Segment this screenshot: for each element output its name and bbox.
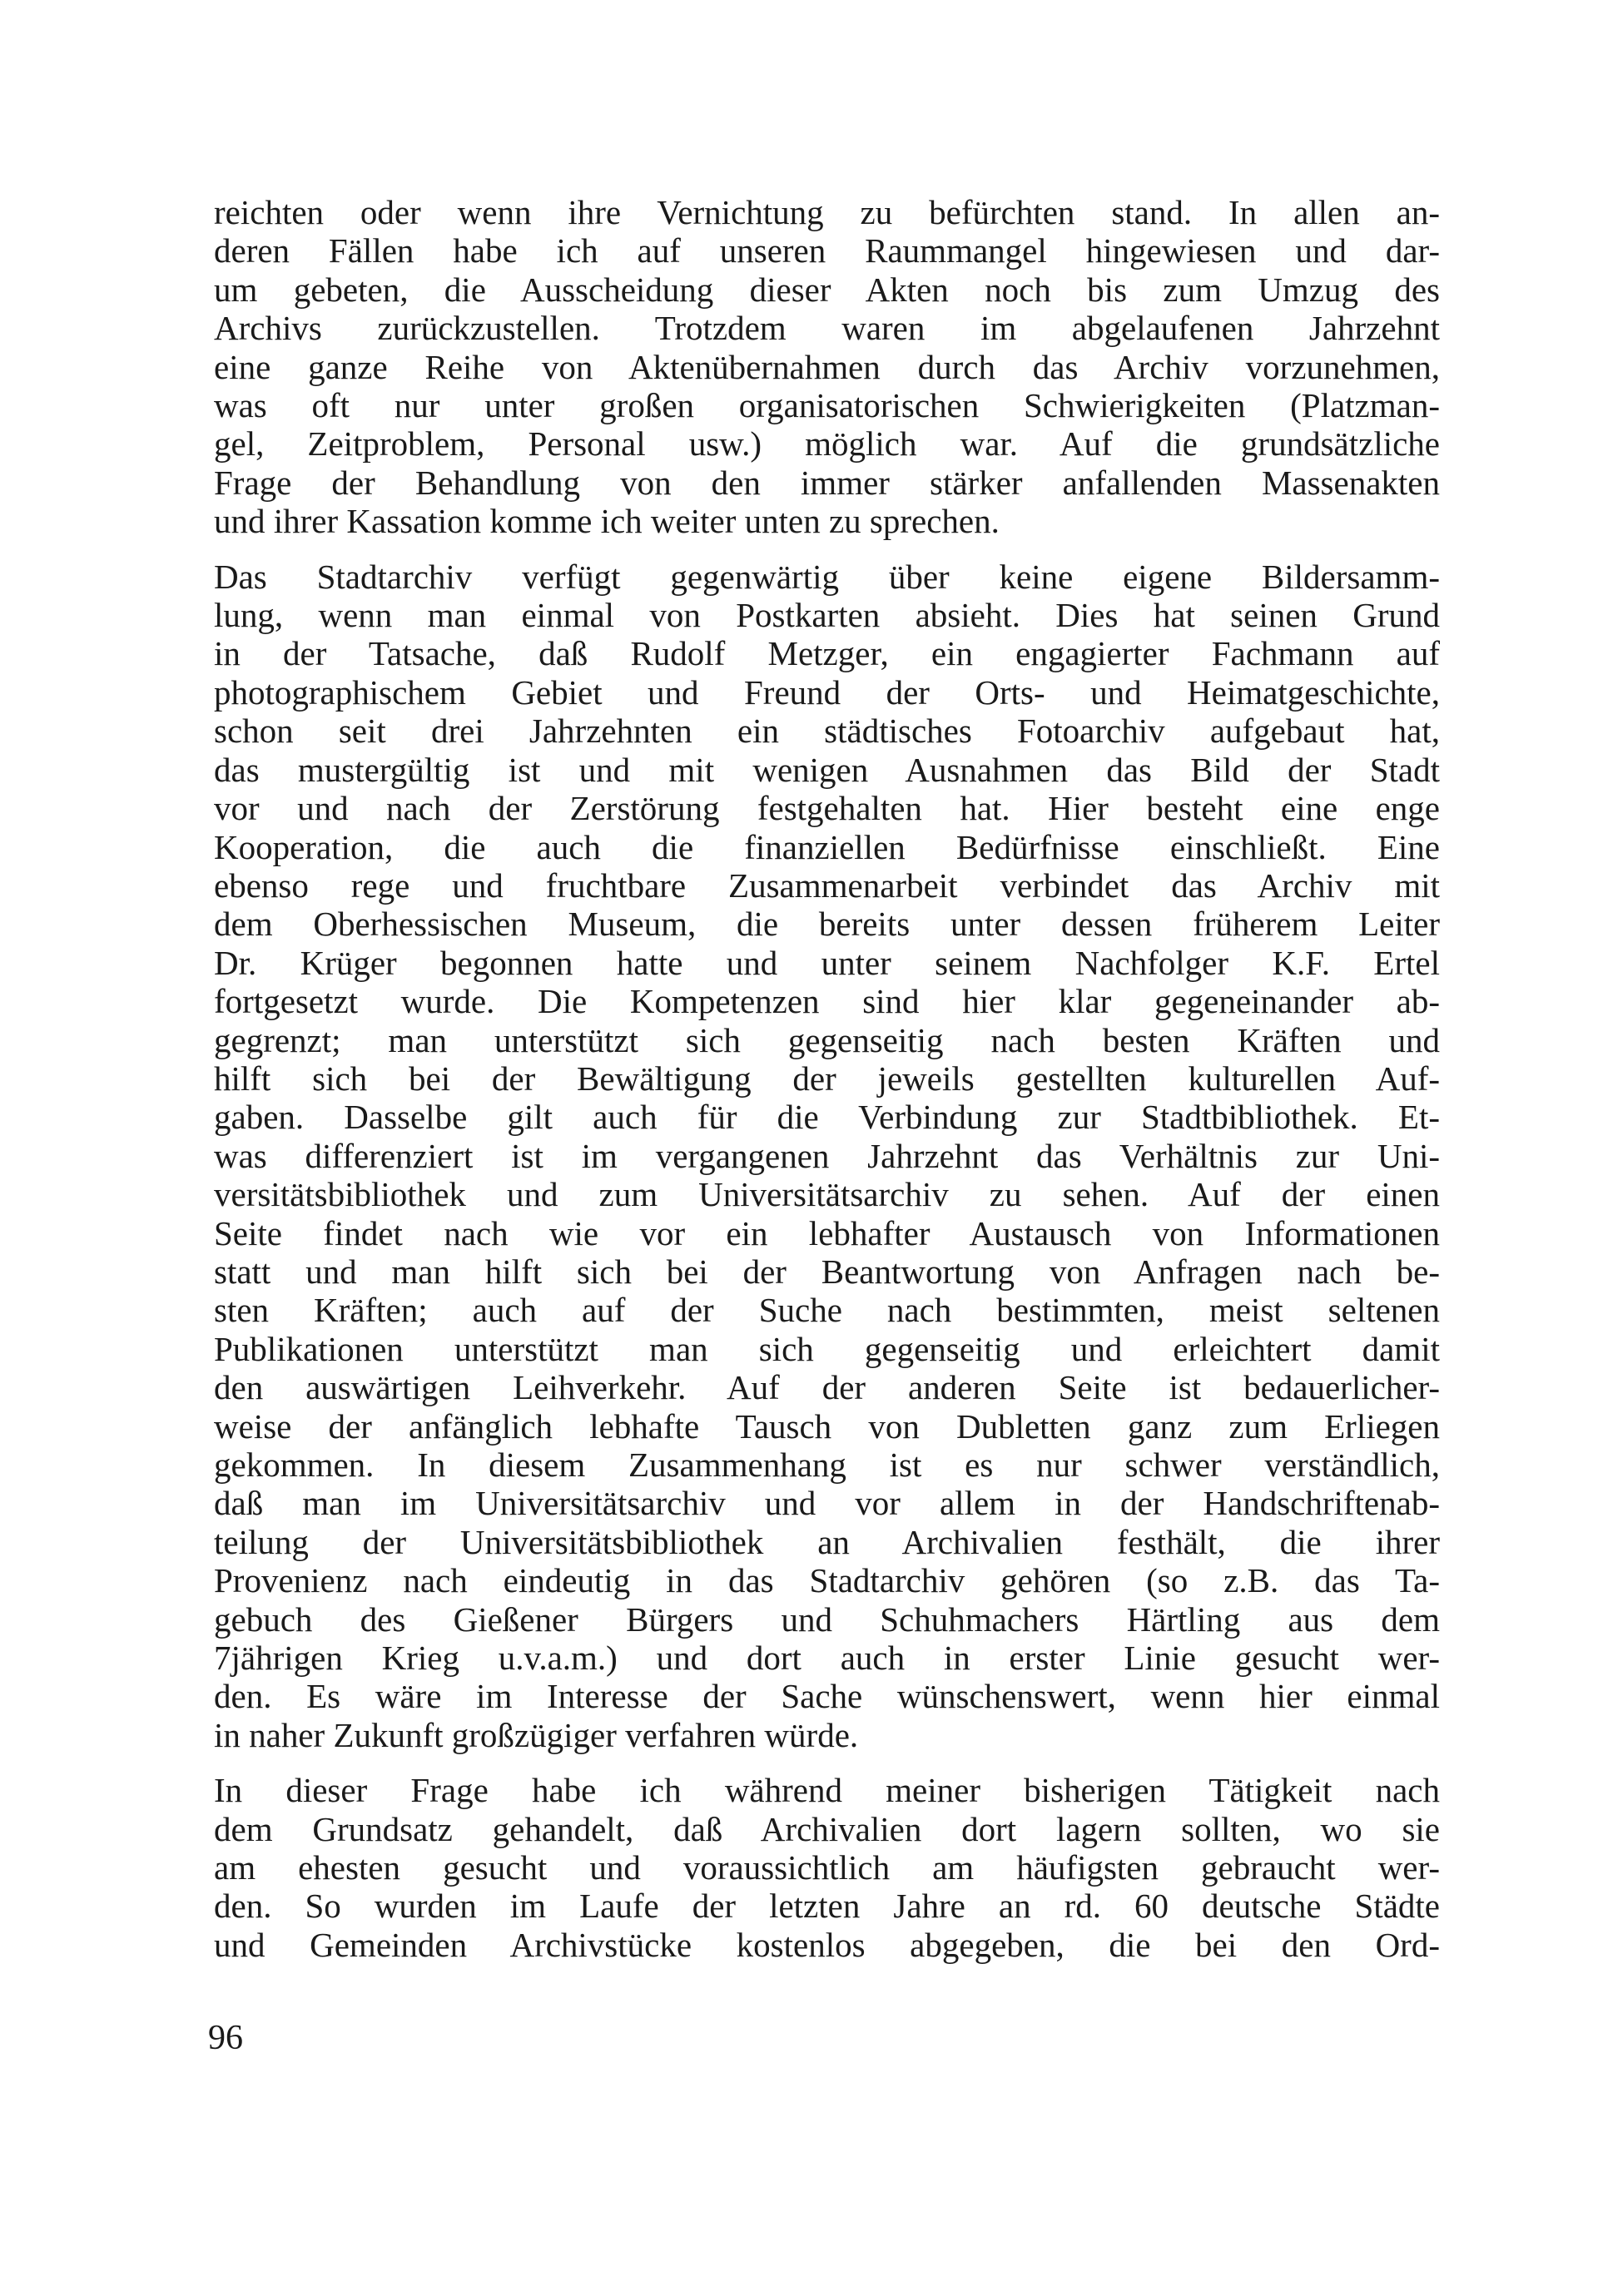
text-line: was oft nur unter großen organisatorischen Schwierigkeiten (Platzman- <box>214 386 1440 425</box>
text-line: und Gemeinden Archivstücke kostenlos abgegeben, die bei den Ord- <box>214 1925 1440 1964</box>
text-line: gebuch des Gießener Bürgers und Schuhmachers Härtling aus dem <box>214 1599 1440 1639</box>
text-line: Frage der Behandlung von den immer stärker anfallenden Massenakten <box>214 463 1440 502</box>
text-line: versitätsbibliothek und zum Universitätsarchiv zu sehen. Auf der einen <box>214 1175 1440 1214</box>
text-line: lung, wenn man einmal von Postkarten absieht. Dies hat seinen Grund <box>214 596 1440 635</box>
text-line: Kooperation, die auch die finanziellen Bedürfnisse einschließt. Eine <box>214 827 1440 866</box>
paragraph <box>214 193 1440 541</box>
text-line: das mustergültig ist und mit wenigen Ausnahmen das Bild der Stadt <box>214 750 1440 789</box>
text-line: weise der anfänglich lebhafte Tausch von Dubletten ganz zum Erliegen <box>214 1406 1440 1446</box>
text-line: 7jährigen Krieg u.v.a.m.) und dort auch in erster Linie gesucht wer- <box>214 1639 1440 1678</box>
paragraph <box>214 1771 1440 1964</box>
body-text <box>214 193 1440 1981</box>
text-line: was differenziert ist im vergangenen Jahrzehnt das Verhältnis zur Uni- <box>214 1136 1440 1175</box>
text-line: den auswärtigen Leihverkehr. Auf der anderen Seite ist bedauerlicher- <box>214 1368 1440 1407</box>
text-line: Provenienz nach eindeutig in das Stadtarchiv gehören (so z.B. das Ta- <box>214 1561 1440 1600</box>
text-line: dem Grundsatz gehandelt, daß Archivalien dort lagern sollten, wo sie <box>214 1809 1440 1848</box>
text-line: Das Stadtarchiv verfügt gegenwärtig über keine eigene Bildersamm- <box>214 557 1440 596</box>
text-line: in naher Zukunft großzügiger verfahren würde. <box>214 1715 859 1754</box>
text-line: um gebeten, die Ausscheidung dieser Akten noch bis zum Umzug des <box>214 270 1440 309</box>
text-line: gekommen. In diesem Zusammenhang ist es nur schwer verständlich, <box>214 1446 1440 1484</box>
text-line: am ehesten gesucht und voraussichtlich am häufigsten gebraucht wer- <box>214 1848 1440 1887</box>
text-line: sten Kräften; auch auf der Suche nach bestimmten, meist seltenen <box>214 1291 1440 1330</box>
text-line: deren Fällen habe ich auf unseren Raummangel hingewiesen und dar- <box>214 231 1440 270</box>
text-line: gel, Zeitproblem, Personal usw.) möglich war. Auf die grundsätzliche <box>214 424 1440 464</box>
text-line: eine ganze Reihe von Aktenübernahmen durch das Archiv vorzunehmen, <box>214 347 1440 386</box>
text-line: Archivs zurückzustellen. Trotzdem waren im abgelaufenen Jahrzehnt <box>214 309 1440 348</box>
text-line: statt und man hilft sich bei der Beantwortung von Anfragen nach be- <box>214 1252 1440 1291</box>
text-line: hilft sich bei der Bewältigung der jeweils gestellten kulturellen Auf- <box>214 1059 1440 1098</box>
text-line: Dr. Krüger begonnen hatte und unter seinem Nachfolger K.F. Ertel <box>214 943 1440 982</box>
text-line: fortgesetzt wurde. Die Kompetenzen sind hier klar gegeneinander ab- <box>214 982 1440 1021</box>
text-line: dem Oberhessischen Museum, die bereits unter dessen früherem Leiter <box>214 905 1440 944</box>
text-line: Publikationen unterstützt man sich gegenseitig und erleichtert damit <box>214 1329 1440 1368</box>
text-line: ebenso rege und fruchtbare Zusammenarbeit verbindet das Archiv mit <box>214 865 1440 905</box>
page-number: 96 <box>208 2019 243 2057</box>
text-line: In dieser Frage habe ich während meiner bisherigen Tätigkeit nach <box>214 1771 1440 1810</box>
text-line: gaben. Dasselbe gilt auch für die Verbindung zur Stadtbibliothek. Et- <box>214 1098 1440 1137</box>
paragraph <box>214 558 1440 1755</box>
text-line: Seite findet nach wie vor ein lebhafter Austausch von Informationen <box>214 1213 1440 1252</box>
text-line: daß man im Universitätsarchiv und vor allem in der Handschriftenab- <box>214 1484 1440 1523</box>
text-line: schon seit drei Jahrzehnten ein städtisches Fotoarchiv aufgebaut hat, <box>214 712 1440 751</box>
text-line: in der Tatsache, daß Rudolf Metzger, ein engagierter Fachmann auf <box>214 634 1440 673</box>
text-line: gegrenzt; man unterstützt sich gegenseitig nach besten Kräften und <box>214 1020 1440 1059</box>
text-line: den. Es wäre im Interesse der Sache wünschenswert, wenn hier einmal <box>214 1677 1440 1716</box>
text-line: reichten oder wenn ihre Vernichtung zu befürchten stand. In allen an- <box>214 193 1440 231</box>
text-line: vor und nach der Zerstörung festgehalten hat. Hier besteht eine enge <box>214 789 1440 828</box>
text-line: den. So wurden im Laufe der letzten Jahre an rd. 60 deutsche Städte <box>214 1887 1440 1926</box>
text-line: und ihrer Kassation komme ich weiter unten zu sprechen. <box>214 502 1000 541</box>
text-line: photographischem Gebiet und Freund der Orts- und Heimatgeschichte, <box>214 672 1440 712</box>
text-line: teilung der Universitätsbibliothek an Archivalien festhält, die ihrer <box>214 1522 1440 1561</box>
